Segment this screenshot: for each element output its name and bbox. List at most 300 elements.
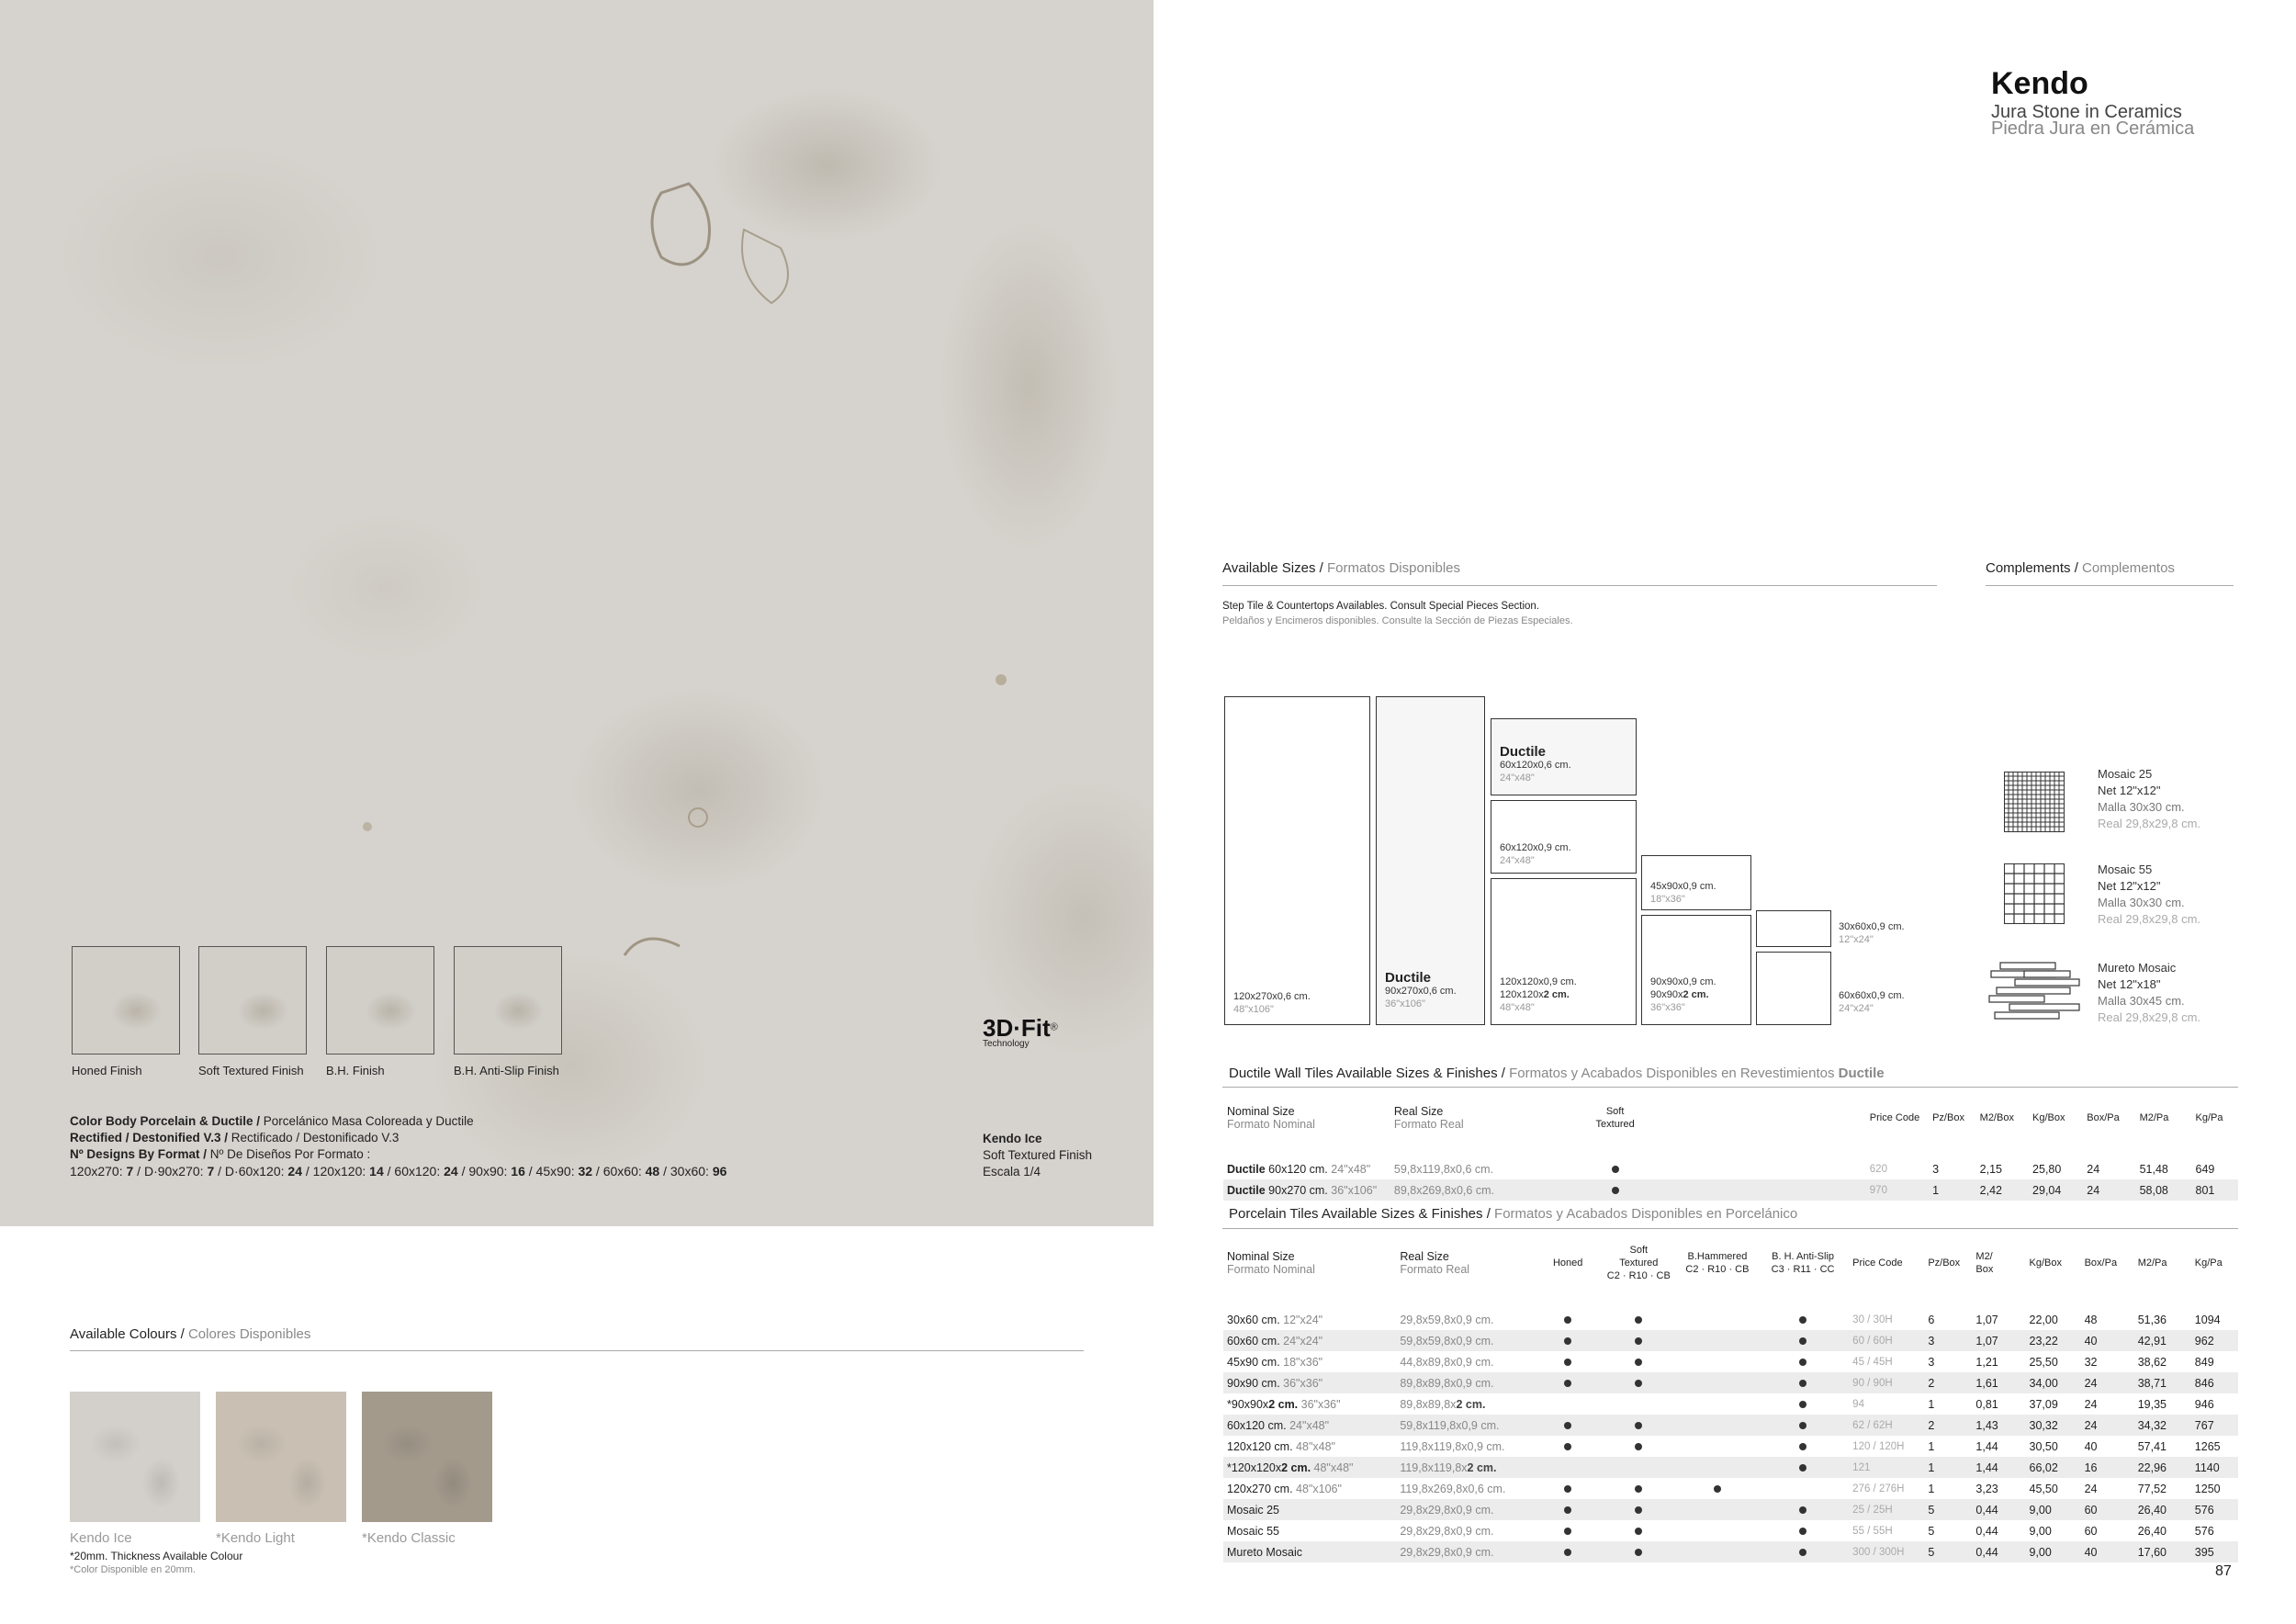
nominal-inch: 12"x24" — [1279, 1313, 1323, 1326]
real-size-value: 29,8x29,8x0,9 cm. — [1400, 1545, 1494, 1559]
design-format: / 90x90: — [457, 1164, 512, 1179]
nominal-size — [1223, 1415, 1396, 1436]
price-code: 30 / 30H — [1852, 1314, 1893, 1325]
mureto-mosaic-icon — [1987, 961, 2083, 1025]
finish-available-dot-icon — [1564, 1549, 1571, 1556]
kg-pa: 801 — [2192, 1179, 2238, 1201]
nominal-size — [1223, 1393, 1396, 1415]
real-size — [1396, 1499, 1536, 1520]
design-count: 96 — [712, 1164, 727, 1179]
table-row — [1223, 1499, 2238, 1520]
real-size-value: 119,8x119,8x — [1400, 1460, 1468, 1474]
col-soft-textured: Soft Textured — [1595, 1106, 1635, 1130]
honed-cell — [1536, 1541, 1600, 1562]
m2-pa: 26,40 — [2137, 1524, 2167, 1538]
kg-pa: 1250 — [2194, 1482, 2221, 1495]
bush-hammered-cell — [1678, 1309, 1757, 1330]
nominal-bold: 2 cm. — [1268, 1397, 1299, 1411]
m2-pa: 34,32 — [2134, 1415, 2191, 1436]
price-code: 970 — [1866, 1179, 1929, 1201]
m2-pa: 38,71 — [2134, 1372, 2191, 1393]
kg-box: 9,00 — [2029, 1524, 2052, 1538]
price-code: 94 — [1852, 1398, 1864, 1410]
soft-textured-cell — [1600, 1309, 1678, 1330]
tile-60x60-label: 60x60x0,9 cm. 24"x24" — [1839, 990, 1905, 1014]
pz-box: 1 — [1928, 1397, 1935, 1411]
colour-swatch-kendo-ice — [70, 1392, 200, 1522]
table-row — [1223, 1457, 2238, 1478]
m2-pa: 57,41 — [2137, 1439, 2167, 1453]
nominal-inch: 48"x48" — [1311, 1460, 1354, 1474]
finish-available-dot-icon — [1799, 1337, 1806, 1345]
design-count: 7 — [207, 1164, 215, 1179]
bh-anti-slip-cell — [1757, 1541, 1849, 1562]
finish-swatch-bh — [326, 946, 434, 1054]
soft-textured-cell — [1600, 1499, 1678, 1520]
finish-available-dot-icon — [1564, 1528, 1571, 1535]
colours-note-en: *20mm. Thickness Available Colour — [70, 1550, 243, 1562]
nominal-inch: 36"x36" — [1298, 1397, 1341, 1411]
real-size — [1396, 1309, 1536, 1330]
soft-textured-cell — [1600, 1520, 1678, 1541]
price-code: 90 / 90H — [1849, 1372, 1924, 1393]
real-size-value: 89,8x89,8x0,9 cm. — [1400, 1376, 1494, 1390]
nominal-size — [1223, 1330, 1396, 1351]
nominal-size — [1223, 1478, 1396, 1499]
finish-available-dot-icon — [1635, 1337, 1642, 1345]
box-pa: 40 — [2081, 1330, 2134, 1351]
box-pa: 24 — [2081, 1415, 2134, 1436]
m2-box: 1,07 — [1975, 1313, 1998, 1326]
pz-box: 1 — [1928, 1482, 1935, 1495]
tile-60x60 — [1756, 952, 1831, 1025]
honed-cell — [1536, 1393, 1600, 1415]
finish-available-dot-icon — [1564, 1380, 1571, 1387]
soft-textured-cell — [1600, 1372, 1678, 1393]
col-price-code: Price Code — [1869, 1112, 1920, 1123]
box-pa: 24 — [2084, 1482, 2098, 1495]
finish-swatch-soft-textured — [198, 946, 307, 1054]
soft-textured-cell — [1600, 1457, 1678, 1478]
porcelain-table-title: Porcelain Tiles Available Sizes & Finishes / Formatos y Acabados Disponibles en Porcelánico — [1229, 1206, 1798, 1222]
nominal-inch: 24"x48" — [1327, 1162, 1371, 1176]
tile-ductile-90x270-label: Ductile 90x270x0,6 cm. 36"x106" — [1385, 970, 1457, 1009]
col-box-pa: Box/Pa — [2087, 1112, 2120, 1123]
bh-anti-slip-cell — [1757, 1499, 1849, 1520]
porcelain-table — [1223, 1238, 2238, 1562]
box-pa: 40 — [2081, 1541, 2134, 1562]
colours-note-es: *Color Disponible en 20mm. — [70, 1564, 196, 1575]
tile-120x270 — [1224, 696, 1370, 1025]
table-row — [1223, 1372, 2238, 1393]
nominal-size — [1223, 1520, 1396, 1541]
nominal-size — [1223, 1457, 1396, 1478]
design-format: / 60x120: — [383, 1164, 445, 1179]
kendo-ice-finish: Soft Textured Finish — [983, 1148, 1093, 1162]
complements-divider — [1986, 585, 2234, 586]
finish-available-dot-icon — [1564, 1359, 1571, 1366]
real-size-value: 59,8x119,8x0,9 cm. — [1400, 1418, 1500, 1432]
bush-hammered-cell — [1678, 1372, 1757, 1393]
table-row — [1223, 1179, 2238, 1201]
table-row — [1223, 1520, 2238, 1541]
m2-pa: 22,96 — [2134, 1457, 2191, 1478]
real-size-value: 89,8x89,8x — [1400, 1397, 1457, 1411]
finish-available-dot-icon — [1635, 1506, 1642, 1514]
real-size — [1396, 1351, 1536, 1372]
design-count: 24 — [444, 1164, 458, 1179]
box-pa: 24 — [2087, 1162, 2100, 1176]
col-kg-box: Kg/Box — [2029, 1257, 2062, 1269]
pz-box: 1 — [1929, 1179, 1976, 1201]
kg-box: 9,00 — [2026, 1541, 2081, 1562]
pz-box: 1 — [1928, 1439, 1935, 1453]
design-format: / 60x60: — [592, 1164, 646, 1179]
technology-logo — [983, 1014, 1058, 1049]
tile-120x270-label: 120x270x0,6 cm. 48"x106" — [1233, 991, 1311, 1015]
sizes-note-es: Peldaños y Encimeros disponibles. Consulte la Sección de Piezas Especiales. — [1222, 615, 1573, 626]
m2-pa: 51,36 — [2137, 1313, 2167, 1326]
bush-hammered-cell — [1678, 1330, 1757, 1351]
nominal-size — [1223, 1309, 1396, 1330]
nominal-inch: 18"x36" — [1279, 1355, 1323, 1369]
kg-pa: 395 — [2191, 1541, 2238, 1562]
kg-box: 9,00 — [2026, 1499, 2081, 1520]
nominal-inch: 48"x48" — [1292, 1439, 1335, 1453]
finish-available-dot-icon — [1799, 1316, 1806, 1324]
kg-box: 23,22 — [2026, 1330, 2081, 1351]
colour-swatch-kendo-classic — [362, 1392, 492, 1522]
m2-box: 1,43 — [1972, 1415, 2025, 1436]
honed-cell — [1536, 1415, 1600, 1436]
box-pa: 40 — [2084, 1439, 2098, 1453]
colour-label: *Kendo Classic — [362, 1530, 456, 1546]
price-code: 55 / 55H — [1852, 1525, 1893, 1537]
m2-pa: 26,40 — [2134, 1499, 2191, 1520]
finish-available-dot-icon — [1635, 1528, 1642, 1535]
table-row — [1223, 1158, 2238, 1179]
kg-box: 34,00 — [2026, 1372, 2081, 1393]
page-subtitle-en: Jura Stone in Ceramics — [1991, 102, 2182, 122]
price-code: 620 — [1869, 1163, 1887, 1175]
kg-box: 37,09 — [2029, 1397, 2058, 1411]
col-kg-box: Kg/Box — [2032, 1112, 2065, 1123]
col-nominal: Nominal Size Formato Nominal — [1227, 1105, 1315, 1131]
finish-label: B.H. Finish — [326, 1064, 385, 1077]
finish-available-dot-icon — [1635, 1359, 1642, 1366]
m2-box: 0,81 — [1975, 1397, 1998, 1411]
page-subtitle-es: Piedra Jura en Cerámica — [1991, 118, 2195, 139]
kg-pa: 1265 — [2194, 1439, 2221, 1453]
nominal-bold: Ductile — [1227, 1183, 1266, 1197]
kendo-ice-name: Kendo Ice — [983, 1132, 1042, 1145]
real-size-value: 119,8x269,8x0,6 cm. — [1400, 1482, 1506, 1495]
mosaic-25-icon — [2004, 772, 2065, 832]
design-count: 24 — [287, 1164, 302, 1179]
finish-available-dot-icon — [1635, 1549, 1642, 1556]
soft-textured-cell — [1600, 1415, 1678, 1436]
honed-cell — [1536, 1499, 1600, 1520]
real-size — [1396, 1372, 1536, 1393]
kg-pa: 1094 — [2194, 1313, 2221, 1326]
finish-available-dot-icon — [1799, 1549, 1806, 1556]
ductile-table — [1223, 1099, 2238, 1201]
finish-available-dot-icon — [1564, 1506, 1571, 1514]
soft-textured-cell — [1600, 1436, 1678, 1457]
tile-45x90-label: 45x90x0,9 cm. 18"x36" — [1650, 881, 1716, 905]
tile-60x120-label: 60x120x0,9 cm. 24"x48" — [1500, 842, 1571, 866]
bush-hammered-cell — [1678, 1520, 1757, 1541]
bush-hammered-cell — [1678, 1457, 1757, 1478]
finish-available-dot-icon — [1799, 1401, 1806, 1408]
finish-available-dot-icon — [1799, 1443, 1806, 1450]
m2-box: 1,44 — [1975, 1439, 1998, 1453]
table-row — [1223, 1309, 2238, 1330]
table-row — [1223, 1436, 2238, 1457]
soft-textured-cell — [1600, 1393, 1678, 1415]
real-size — [1396, 1330, 1536, 1351]
design-count: 32 — [578, 1164, 593, 1179]
bh-anti-slip-cell — [1757, 1372, 1849, 1393]
pz-box: 3 — [1924, 1330, 1972, 1351]
kg-box: 25,50 — [2029, 1355, 2058, 1369]
m2-pa: 77,52 — [2137, 1482, 2167, 1495]
real-size-value: 29,8x29,8x0,9 cm. — [1400, 1524, 1494, 1538]
kg-pa: 962 — [2191, 1330, 2238, 1351]
nominal-cm: 120x120 cm. — [1227, 1439, 1293, 1453]
m2-box: 0,44 — [1972, 1499, 2025, 1520]
nominal-size — [1223, 1158, 1390, 1179]
kg-box: 30,50 — [2029, 1439, 2058, 1453]
box-pa: 24 — [2083, 1179, 2135, 1201]
design-format: / D·60x120: — [214, 1164, 288, 1179]
finish-available-dot-icon — [1799, 1464, 1806, 1472]
design-count: 7 — [126, 1164, 134, 1179]
soft-textured-cell — [1600, 1330, 1678, 1351]
tile-30x60 — [1756, 910, 1831, 947]
page-number: 87 — [2215, 1563, 2232, 1579]
mosaic-55-info: Mosaic 55 Net 12"x12" Malla 30x30 cm. Real 29,8x29,8 cm. — [2098, 863, 2201, 926]
kendo-ice-scale: Escala 1/4 — [983, 1165, 1041, 1179]
design-format: / 45x90: — [524, 1164, 579, 1179]
design-format: / D·90x270: — [133, 1164, 208, 1179]
porcelain-header-row — [1223, 1238, 2238, 1288]
bh-anti-slip-cell — [1757, 1478, 1849, 1499]
real-size — [1396, 1541, 1536, 1562]
finish-available-dot-icon — [1799, 1528, 1806, 1535]
col-price-code: Price Code — [1852, 1257, 1903, 1269]
page-title: Kendo — [1991, 66, 2088, 101]
soft-textured-cell — [1600, 1351, 1678, 1372]
box-pa: 60 — [2081, 1499, 2134, 1520]
nominal-cm: Mureto Mosaic — [1227, 1545, 1302, 1559]
soft-textured-cell — [1600, 1541, 1678, 1562]
col-kg-pa: Kg/Pa — [2194, 1257, 2223, 1269]
box-pa: 60 — [2084, 1524, 2098, 1538]
kg-box: 45,50 — [2029, 1482, 2058, 1495]
table-row — [1223, 1415, 2238, 1436]
bush-hammered-cell — [1678, 1541, 1757, 1562]
bh-anti-slip-cell — [1757, 1330, 1849, 1351]
nominal-size — [1223, 1372, 1396, 1393]
pz-box: 5 — [1928, 1524, 1935, 1538]
honed-cell — [1536, 1457, 1600, 1478]
finish-label: B.H. Anti-Slip Finish — [454, 1064, 559, 1077]
real-size — [1396, 1520, 1536, 1541]
pz-box: 1 — [1924, 1457, 1972, 1478]
real-size-value: 29,8x59,8x0,9 cm. — [1400, 1313, 1494, 1326]
pz-box: 3 — [1928, 1355, 1935, 1369]
col-m2-pa: M2/Pa — [2137, 1257, 2167, 1269]
table-row — [1223, 1351, 2238, 1372]
col-m2-box: M2/ Box — [1975, 1251, 1994, 1275]
soft-textured-cell — [1588, 1158, 1643, 1179]
box-pa: 32 — [2084, 1355, 2098, 1369]
sizes-divider — [1222, 585, 1937, 586]
m2-pa: 51,48 — [2139, 1162, 2168, 1176]
design-count: 16 — [511, 1164, 525, 1179]
honed-cell — [1536, 1478, 1600, 1499]
price-code: 121 — [1849, 1457, 1924, 1478]
bush-hammered-cell — [1678, 1499, 1757, 1520]
nominal-bold: 2 cm. — [1281, 1460, 1311, 1474]
complements-title: Complements / Complementos — [1986, 560, 2175, 576]
kg-pa: 846 — [2191, 1372, 2238, 1393]
price-code: 62 / 62H — [1849, 1415, 1924, 1436]
nominal-inch: 36"x36" — [1279, 1376, 1323, 1390]
real-size — [1396, 1478, 1536, 1499]
sizes-note-en: Step Tile & Countertops Availables. Consult Special Pieces Section. — [1222, 601, 1539, 612]
real-size-bold: 2 cm. — [1456, 1397, 1486, 1411]
pz-box: 3 — [1932, 1162, 1940, 1176]
col-pz-box: Pz/Box — [1928, 1257, 1961, 1269]
nominal-bold: Ductile — [1227, 1162, 1266, 1176]
ductile-table-body — [1223, 1158, 2238, 1201]
price-code: 60 / 60H — [1849, 1330, 1924, 1351]
finish-available-dot-icon — [1635, 1316, 1642, 1324]
nominal-cm: 60x120 cm. — [1265, 1162, 1328, 1176]
m2-box: 1,07 — [1972, 1330, 2025, 1351]
table-row — [1223, 1330, 2238, 1351]
info-line-color-body: Color Body Porcelain & Ductile / Porcelánico Masa Coloreada y Ductile — [70, 1114, 474, 1128]
nominal-cm: 60x60 cm. — [1227, 1334, 1280, 1348]
bush-hammered-cell — [1678, 1436, 1757, 1457]
nominal-cm: 30x60 cm. — [1227, 1313, 1280, 1326]
nominal-size — [1223, 1351, 1396, 1372]
nominal-inch: 24"x48" — [1286, 1418, 1330, 1432]
bh-anti-slip-cell — [1757, 1415, 1849, 1436]
finish-available-dot-icon — [1799, 1506, 1806, 1514]
kg-pa: 649 — [2195, 1162, 2215, 1176]
box-pa: 48 — [2084, 1313, 2098, 1326]
finish-available-dot-icon — [1564, 1316, 1571, 1324]
sizes-title: Available Sizes / Formatos Disponibles — [1222, 560, 1461, 576]
tech-label: Technology — [983, 1039, 1030, 1049]
finish-available-dot-icon — [1635, 1443, 1642, 1450]
info-line-design-counts — [70, 1164, 726, 1179]
colours-divider — [70, 1350, 1084, 1351]
nominal-cm: *90x90x — [1227, 1397, 1269, 1411]
mosaic-55-icon — [2004, 863, 2065, 924]
nominal-cm: 90x270 cm. — [1265, 1183, 1328, 1197]
kg-pa: 576 — [2194, 1524, 2214, 1538]
real-size — [1396, 1415, 1536, 1436]
col-honed: Honed — [1552, 1257, 1583, 1269]
tile-120x120-label: 120x120x0,9 cm. 120x120x2 cm. 48"x48" — [1500, 976, 1577, 1013]
finish-available-dot-icon — [1564, 1485, 1571, 1493]
finish-available-dot-icon — [1564, 1337, 1571, 1345]
table-row — [1223, 1393, 2238, 1415]
bush-hammered-cell — [1678, 1393, 1757, 1415]
colour-swatch-kendo-light — [216, 1392, 346, 1522]
honed-cell — [1536, 1309, 1600, 1330]
design-format: / 120x120: — [301, 1164, 370, 1179]
finish-available-dot-icon — [1799, 1380, 1806, 1387]
col-nominal: Nominal Size Formato Nominal — [1227, 1250, 1315, 1276]
finish-label: Soft Textured Finish — [198, 1064, 304, 1077]
nominal-cm: 120x270 cm. — [1227, 1482, 1293, 1495]
nominal-inch: 48"x106" — [1292, 1482, 1342, 1495]
finish-swatch-honed — [72, 946, 180, 1054]
bh-anti-slip-cell — [1757, 1457, 1849, 1478]
bh-anti-slip-cell — [1757, 1393, 1849, 1415]
nominal-cm: *120x120x — [1227, 1460, 1282, 1474]
finish-available-dot-icon — [1799, 1422, 1806, 1429]
m2-box: 1,61 — [1972, 1372, 2025, 1393]
real-size: 59,8x119,8x0,6 cm. — [1393, 1162, 1494, 1176]
m2-box: 1,44 — [1972, 1457, 2025, 1478]
finish-available-dot-icon — [1635, 1422, 1642, 1429]
m2-box: 2,42 — [1976, 1179, 2029, 1201]
honed-cell — [1536, 1436, 1600, 1457]
kg-box: 66,02 — [2026, 1457, 2081, 1478]
nominal-cm: 90x90 cm. — [1227, 1376, 1280, 1390]
bh-anti-slip-cell — [1757, 1520, 1849, 1541]
m2-pa: 38,62 — [2137, 1355, 2167, 1369]
nominal-inch: 36"x106" — [1327, 1183, 1378, 1197]
bh-anti-slip-cell — [1757, 1309, 1849, 1330]
kg-pa: 576 — [2191, 1499, 2238, 1520]
finish-available-dot-icon — [1635, 1380, 1642, 1387]
m2-box: 0,44 — [1972, 1541, 2025, 1562]
pz-box: 2 — [1924, 1372, 1972, 1393]
m2-box: 3,23 — [1975, 1482, 1998, 1495]
kg-box: 29,04 — [2029, 1179, 2083, 1201]
kg-pa: 849 — [2194, 1355, 2214, 1369]
bh-anti-slip-cell — [1757, 1436, 1849, 1457]
porcelain-table-body — [1223, 1309, 2238, 1562]
ductile-header-row — [1223, 1099, 2238, 1137]
info-line-rectified: Rectified / Destonified V.3 / Rectificado / Destonificado V.3 — [70, 1131, 400, 1145]
box-pa: 24 — [2084, 1397, 2098, 1411]
soft-textured-cell — [1600, 1478, 1678, 1499]
col-m2-pa: M2/Pa — [2139, 1112, 2169, 1123]
box-pa: 16 — [2081, 1457, 2134, 1478]
finish-available-dot-icon — [1635, 1485, 1642, 1493]
finish-available-dot-icon — [1612, 1187, 1619, 1194]
colours-title: Available Colours / Colores Disponibles — [70, 1326, 311, 1342]
ductile-table-title: Ductile Wall Tiles Available Sizes & Finishes / Formatos y Acabados Disponibles en Revestimientos Ductile — [1229, 1066, 1885, 1081]
bh-anti-slip-cell — [1757, 1351, 1849, 1372]
bush-hammered-cell — [1678, 1351, 1757, 1372]
col-bh-anti-slip: B. H. Anti-Slip C3 · R11 · CC — [1771, 1251, 1835, 1275]
design-format: 120x270: — [70, 1164, 127, 1179]
tile-30x60-label: 30x60x0,9 cm. 12"x24" — [1839, 921, 1905, 945]
nominal-inch: 24"x24" — [1279, 1334, 1323, 1348]
bush-hammered-cell — [1678, 1415, 1757, 1436]
real-size-bold: 2 cm. — [1467, 1460, 1497, 1474]
m2-box: 1,21 — [1975, 1355, 1998, 1369]
